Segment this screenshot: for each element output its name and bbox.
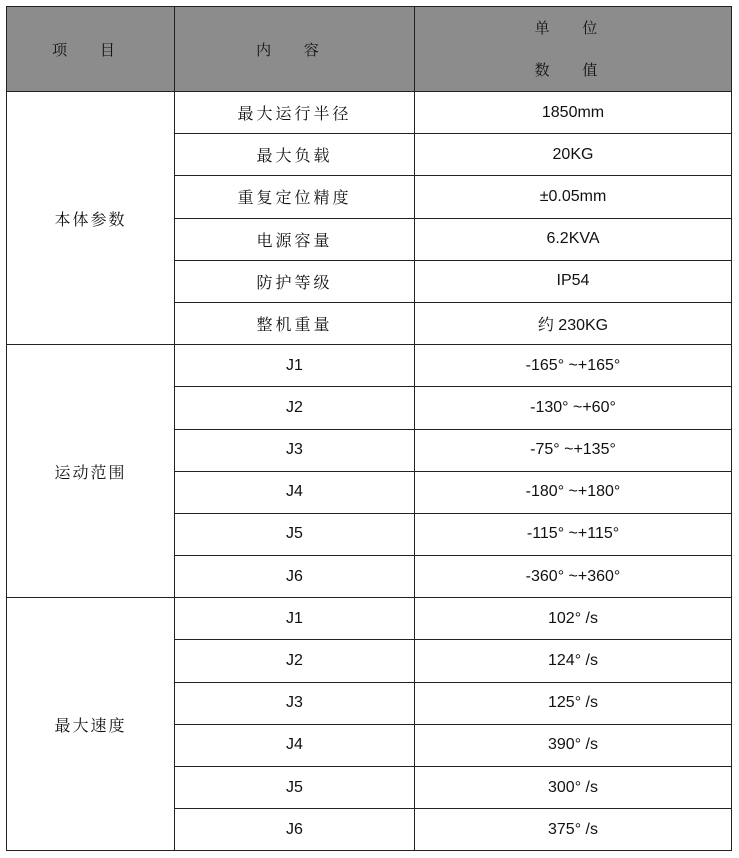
- table-row: [7, 345, 732, 387]
- group-label-body-params: 本体参数: [7, 92, 175, 345]
- row-item: J3: [175, 682, 415, 724]
- header-value-label: 数 值: [534, 61, 612, 79]
- group-label-max-speed: 最大速度: [7, 598, 175, 851]
- table-row: [7, 92, 732, 134]
- row-value: -115° ~+115°: [415, 513, 732, 555]
- row-value: 约 230KG: [415, 302, 732, 344]
- row-value: ±0.05mm: [415, 176, 732, 218]
- row-value: 6.2KVA: [415, 218, 732, 260]
- row-item: J2: [175, 387, 415, 429]
- row-item: J5: [175, 767, 415, 809]
- row-value: 102° /s: [415, 598, 732, 640]
- row-value: -180° ~+180°: [415, 471, 732, 513]
- table-row: [7, 598, 732, 640]
- row-value: 125° /s: [415, 682, 732, 724]
- row-value: -165° ~+165°: [415, 345, 732, 387]
- row-value: -75° ~+135°: [415, 429, 732, 471]
- row-value: 124° /s: [415, 640, 732, 682]
- row-item: J6: [175, 556, 415, 598]
- row-item: J6: [175, 809, 415, 851]
- table-body: [7, 92, 732, 851]
- row-item: J2: [175, 640, 415, 682]
- row-value: 375° /s: [415, 809, 732, 851]
- row-item: 整机重量: [175, 302, 415, 344]
- row-item: J4: [175, 471, 415, 513]
- row-value: IP54: [415, 260, 732, 302]
- header-item: 项 目: [7, 7, 175, 92]
- row-item: 最大负载: [175, 134, 415, 176]
- row-item: J1: [175, 598, 415, 640]
- row-item: J5: [175, 513, 415, 555]
- table-header: [7, 7, 732, 92]
- group-label-motion-range: 运动范围: [7, 345, 175, 598]
- row-item: 重复定位精度: [175, 176, 415, 218]
- row-item: J1: [175, 345, 415, 387]
- row-item: J3: [175, 429, 415, 471]
- header-unit-value: [415, 7, 732, 92]
- row-value: 20KG: [415, 134, 732, 176]
- row-value: 300° /s: [415, 767, 732, 809]
- row-value: 390° /s: [415, 724, 732, 766]
- header-content: 内 容: [175, 7, 415, 92]
- row-value: -360° ~+360°: [415, 556, 732, 598]
- row-value: -130° ~+60°: [415, 387, 732, 429]
- row-value: 1850mm: [415, 92, 732, 134]
- row-item: 最大运行半径: [175, 92, 415, 134]
- header-unit-label: 单 位: [534, 19, 612, 37]
- row-item: 电源容量: [175, 218, 415, 260]
- spec-table: [6, 6, 732, 851]
- row-item: 防护等级: [175, 260, 415, 302]
- row-item: J4: [175, 724, 415, 766]
